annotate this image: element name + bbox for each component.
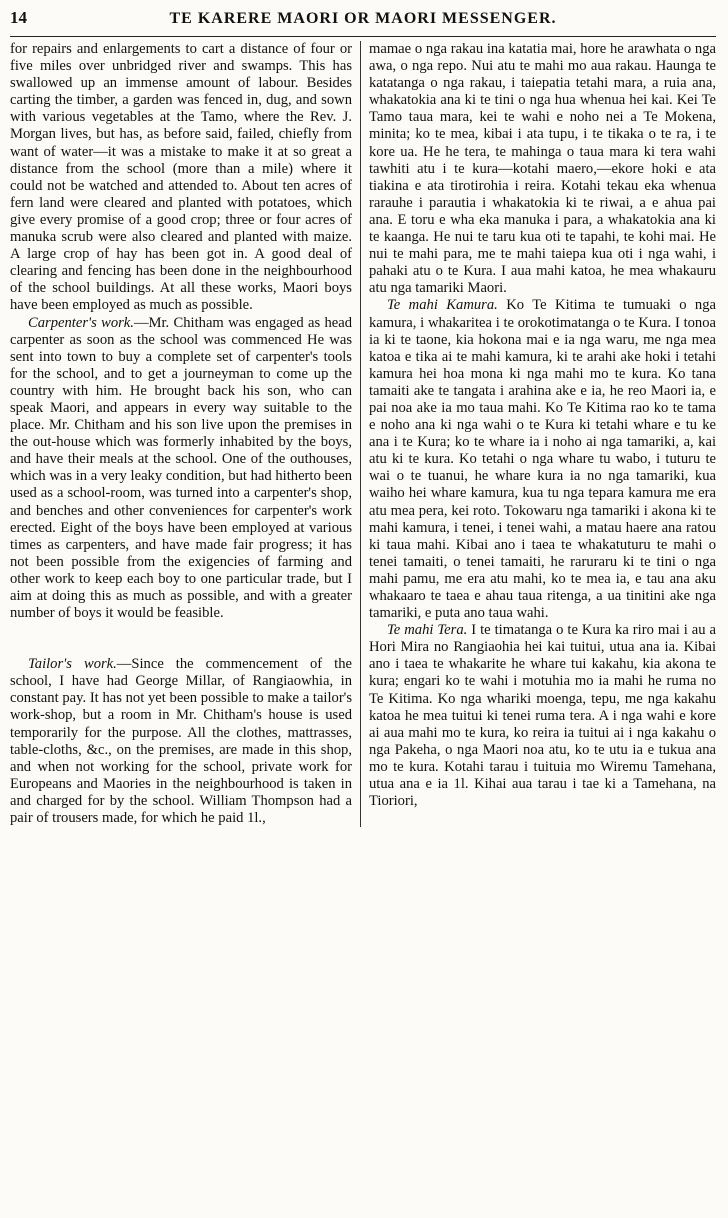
mahi-tera-text: I te timatanga o te Kura ka riro mai i au a Hori Mira no Rangiaohia hei kai tuitui, utua ana ia. Kibai ano i taea te whakarite he whare tui kakahu, kia akona te kura; engari ko te wahi i motuhia mo ia mahi he ruma no Te Kitima. Ko nga whariki moenga, tepu, me nga kakahu katoa he mea tuitui ki tenei ruma tera. A i nga wahi e kore ai aua mahi mo te kura, ko reira ia tuitui ai i nga kakahu o nga Pakeha, o nga Maori noa atu, ko te utu ia e tukua ana mo te kura. Kotahi tarau i tuituia mo Wiremu Tamehana, utua ana e ia 1l. Kihai aua tarau i tae ki a Tamehana, na Tioriori, [369,622,716,810]
paragraph-mahi-kamura [369,297,716,622]
mahi-kamura-text: Ko Te Kitima te tumuaki o nga kamura, i whakaritea i te orokotimatanga o te Kura. I tonoa ia ki te taone, kia hokona mai e ia nga waru, me nga mea katoa e tika ai te mahi kamura, ki te arahi ake hoki i tetahi kamura hei hoa mona ki nga mahi mo te kura. Ko tana tamaiti ake te tangata i arahina ake e ia, he reo Maori ia, e pai noa ake ia mo taua mahi. Ko Te Kitima rao ko te tama e noho ana ki nga wahi o te Kura ki tetahi whare e tu ke ana i te Kura; ko te whare ia i noho ai nga tamariki, a, kai atu ki te kura. Ko tetahi o nga whare tu wabo, i tuturu te wai o te tuanui, he whare kura ia no nga tamariki, kua waiho hei whare kamura, kua tu nga tepara kamura me era atu mea pera, kei roto. Tokowaru nga tamariki i akona ki te mahi kamura, i tenei, i tenei wahi, a matau haere ana ratou ki taua mahi. Kibai ano i taea te whakatuturu te mahi o tenei tamaiti, o tenei tamaiti, he raruraru ki te tini o nga mahi pamu, me era atu mahi, ko te mea ia, e tau ana aku whakaaro te taea e ahau taua ritenga, a ua tinitini ake nga tamariki, e puta ano taua wahi. [369,297,716,622]
paragraph-tailors-work [10,656,352,827]
section-title-tailors-work: Tailor's work. [28,656,117,673]
running-title: TE KARERE MAORI OR MAORI MESSENGER. [169,10,557,27]
page-header [10,8,716,37]
maori-column [360,41,716,827]
tailors-work-text: —Since the commencement of the school, I have had George Millar, of Rangiaowhia, in constant pay. It has not yet been possible to make a tailor's work-shop, but a room in Mr. Chitham's house is used temporarily for the purpose. All the clothes, mattrasses, table-cloths, &c., on the premises, are made in this shop, and when not working for the school, private work for Europeans and Maories in the neighbourhood is taken in and charged for by the school. William Thompson had a pair of trousers made, for which he paid 1l., [10,656,352,827]
section-title-mahi-tera: Te mahi Tera. [387,622,468,639]
page-number: 14 [10,8,27,27]
text-columns [10,41,716,827]
paragraph-gap [10,622,352,656]
section-title-mahi-kamura: Te mahi Kamura. [387,297,498,314]
paragraph-farm-works: for repairs and enlargements to cart a distance of four or five miles over unbridged river and swamps. This has swallowed up an immense amount of labour. Besides carting the timber, a garden was fenced in, dug, and sown with various vegetables at the Tamo, where the Rev. J. Morgan lives, but has, as before said, failed, chiefly from want of water—it was a mistake to make it at so great a distance from the school (more than a mile) where it could not be watched and attended to. About ten acres of fern land were cleared and planted with potatoes, which give every promise of a good crop; three or four acres of manuka scrub were also cleared and planted with maize. A large crop of hay has been got in. A good deal of clearing and fencing has been done in the neighbourhood of the school buildings. At all these works, Maori boys have been employed as much as possible. [10,41,352,314]
section-title-carpenters-work: Carpenter's work. [28,314,134,331]
paragraph-mahi-paamu: mamae o nga rakau ina katatia mai, hore he arawhata o nga awa, o nga repo. Nui atu te mahi mo aua rakau. Haunga te katatanga o nga rakau, i taiepatia tetahi mara, a ruia ana, whakatokia ana ki te tini o nga hua whenua hei kai. Kei Te Tamo taua mara, kei te wahi e noho nei a Te Mokena, minita; ko te mea, kibai i ata tupu, i te tikaka o te ra, i te kore ua. He he tera, te mahinga o taua mara ki tera wahi tawhiti atu i te kura—kotahi maero,—ekore hoki e ata tiakina e ata tirotirohia i reira. Kotahi tekau eka whenua rarauhe i parautia i whakatokia ki te riwai, a e ahua pai ana. E toru e wha eka manuka i para, a whakatokia ana ki te kaanga. He nui te taru kua oti te tapahi, te kohi mai. He nui te mahi para, me te mahi taiepa kua oti i nga wahi, i pahaki atu o te Kura. I aua mahi katoa, he mea whakauru atu nga tamariki Maori. [369,41,716,297]
paragraph-carpenters-work [10,315,352,623]
english-column [10,41,360,827]
carpenters-work-text: —Mr. Chitham was engaged as head carpenter as soon as the school was commenced He was sent into town to buy a complete set of carpenter's tools for the school, and to get a journeyman to come up the country with him. He brought back his son, who can speak Maori, and appears in every way suitable to the place. Mr. Chitham and his son live upon the premises in the out-house which was formerly inhabited by the boys, and have their meals at the school. One of the outhouses, which was in a very leaky condition, but had hitherto been used as a school-room, was turned into a carpenter's shop, and benches and other conveniences for carpenter's work erected. Eight of the boys have been employed at various times as carpenters, and have made fair progress; it has not been possible from the exigencies of farming and other work to keep each boy to one particular trade, but I aim at doing this as much as possible, and with a greater number of boys it would be feasible. [10,314,352,622]
paragraph-mahi-tera [369,622,716,810]
